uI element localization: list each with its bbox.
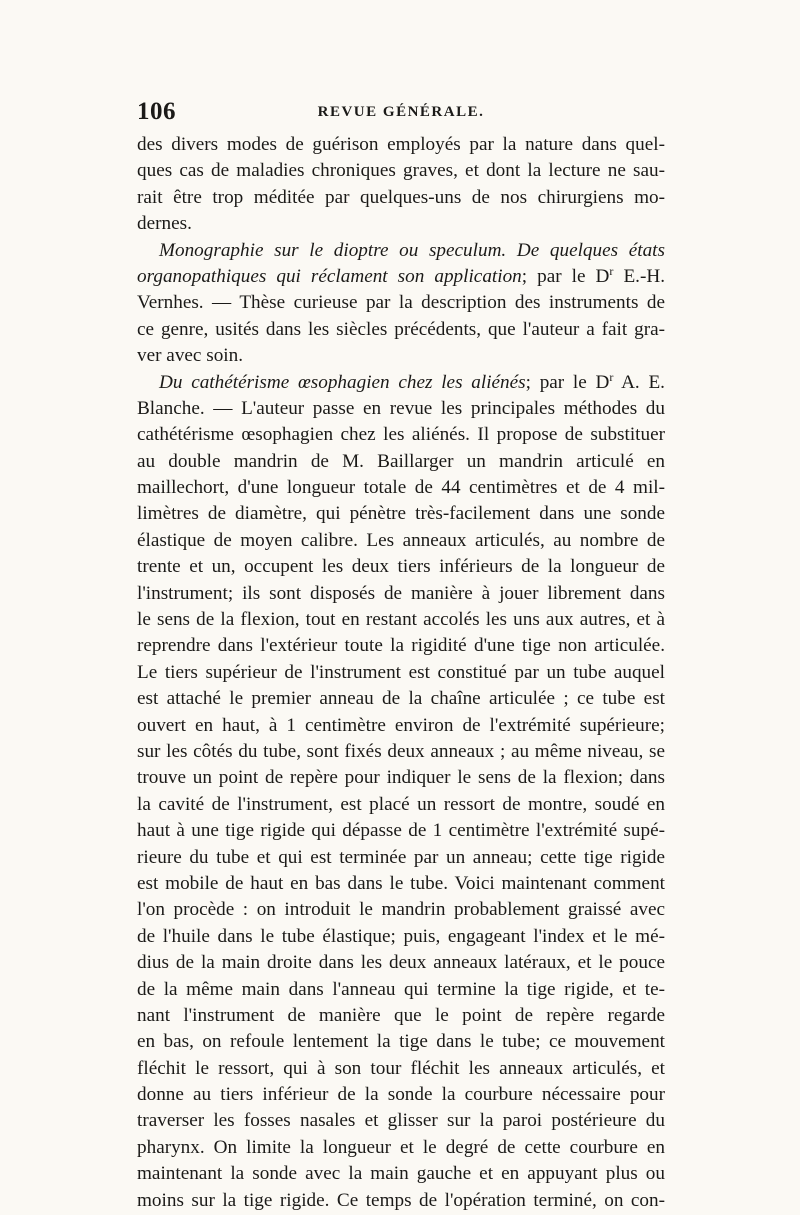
text-segment: reprendre dans l'extérieur toute la rigidité d'une tige non articulée. — [137, 635, 665, 657]
text-segment: rieure du tube et qui est terminée par un anneau; cette tige rigide — [137, 846, 665, 868]
text-line — [137, 1135, 665, 1161]
text-line — [137, 713, 665, 739]
text-line — [137, 290, 665, 316]
text-line — [137, 871, 665, 897]
running-head: REVUE GÉNÉRALE. — [317, 104, 485, 120]
text-line — [137, 845, 665, 871]
text-segment: haut à une tige rigide qui dépasse de 1 centimètre l'extrémité supé- — [137, 820, 665, 842]
text-line — [137, 554, 665, 580]
text-line — [137, 1082, 665, 1108]
text-line — [137, 501, 665, 527]
text-segment: est attaché le premier anneau de la chaîne articulée ; ce tube est — [137, 688, 665, 710]
text-segment: l'on procède : on introduit le mandrin probablement graissé avec — [137, 899, 665, 921]
italic-title: Monographie sur le dioptre ou speculum. De quelques états — [159, 239, 665, 261]
text-line — [137, 1029, 665, 1055]
text-segment: est mobile de haut en bas dans le tube. Voici maintenant comment — [137, 872, 665, 894]
text-segment: nant l'instrument de manière que le point de repère regarde — [137, 1004, 665, 1026]
text-segment: trouve un point de repère pour indiquer le sens de la flexion; dans — [137, 767, 665, 789]
text-line — [137, 1188, 665, 1214]
text-line — [137, 132, 665, 158]
text-segment: dernes. — [137, 213, 192, 235]
text-segment: traverser les fosses nasales et glisser sur la paroi postérieure du — [137, 1110, 665, 1132]
text-line — [137, 633, 665, 659]
text-line — [137, 449, 665, 475]
text-line — [137, 924, 665, 950]
text-segment: la cavité de l'instrument, est placé un ressort de montre, soudé en — [137, 793, 665, 815]
text-segment: donne au tiers inférieur de la sonde la courbure nécessaire pour — [137, 1084, 665, 1106]
text-line — [137, 238, 665, 264]
text-line — [137, 607, 665, 633]
text-line — [137, 475, 665, 501]
text-segment: ; par le D — [525, 371, 610, 393]
text-segment: Vernhes. — Thèse curieuse par la description des instruments de — [137, 292, 665, 314]
text-line — [137, 686, 665, 712]
text-segment: trente et un, occupent les deux tiers inférieurs de la longueur de — [137, 556, 665, 578]
text-segment: en bas, on refoule lentement la tige dans le tube; ce mouvement — [137, 1031, 665, 1053]
text-segment: de la même main dans l'anneau qui termine la tige rigide, et te- — [137, 978, 665, 1000]
text-segment: des divers modes de guérison employés par la nature dans quel- — [137, 134, 665, 155]
text-segment: dius de la main droite dans les deux anneaux latéraux, et le pouce — [137, 952, 665, 974]
italic-title: organopathiques qui réclament son application — [137, 265, 522, 287]
text-segment: ; par le D — [521, 265, 610, 287]
text-segment: fléchit le ressort, qui à son tour fléchit les anneaux articulés, et — [137, 1057, 665, 1079]
text-line — [137, 1161, 665, 1187]
text-segment: élastique de moyen calibre. Les anneaux articulés, au nombre de — [137, 529, 665, 551]
text-segment: moins sur la tige rigide. Ce temps de l'opération terminé, on con- — [137, 1189, 665, 1211]
text-line — [137, 370, 665, 396]
italic-title: Du cathétérisme œsophagien chez les aliénés — [159, 371, 526, 393]
page-number: 106 — [137, 98, 176, 125]
text-segment: le sens de la flexion, tout en restant accolés les uns aux autres, et à — [137, 609, 665, 631]
superscript: r — [609, 263, 614, 278]
text-line — [137, 317, 665, 343]
text-segment: maillechort, d'une longueur totale de 44 centimètres et de 4 mil- — [137, 477, 665, 499]
text-segment: Blanche. — L'auteur passe en revue les principales méthodes du — [137, 397, 665, 419]
text-line — [137, 660, 665, 686]
text-segment: ver avec soin. — [137, 345, 244, 367]
text-line — [137, 528, 665, 554]
text-segment: ce genre, usités dans les siècles précédents, que l'auteur a fait gra- — [137, 318, 665, 340]
text-line — [137, 185, 665, 211]
text-segment: cathétérisme œsophagien chez les aliénés. Il propose de substituer — [137, 424, 665, 446]
text-segment: rait être trop méditée par quelques-uns de nos chirurgiens mo- — [137, 186, 665, 208]
text-segment: ques cas de maladies chroniques graves, et dont la lecture ne sau- — [137, 160, 665, 182]
text-segment: de l'huile dans le tube élastique; puis, engageant l'index et le mé- — [137, 925, 665, 947]
text-line — [137, 1003, 665, 1029]
text-segment: A. E. — [613, 371, 665, 393]
text-segment: limètres de diamètre, qui pénètre très-facilement dans une sonde — [137, 503, 665, 525]
superscript: r — [609, 369, 614, 384]
text-line — [137, 818, 665, 844]
body-text — [137, 132, 665, 1214]
text-line — [137, 158, 665, 184]
text-segment: l'instrument; ils sont disposés de manière à jouer librement dans — [137, 582, 665, 604]
text-segment: E.-H. — [613, 265, 665, 287]
text-line — [137, 765, 665, 791]
text-line — [137, 792, 665, 818]
text-segment: maintenant la sonde avec la main gauche et en appuyant plus ou — [137, 1163, 665, 1185]
text-line — [137, 897, 665, 923]
page-header — [137, 98, 665, 128]
text-line — [137, 977, 665, 1003]
text-line — [137, 1056, 665, 1082]
text-line — [137, 211, 665, 237]
text-line — [137, 343, 665, 369]
text-line — [137, 739, 665, 765]
text-line — [137, 396, 665, 422]
text-segment: pharynx. On limite la longueur et le degré de cette courbure en — [137, 1136, 665, 1158]
text-line — [137, 581, 665, 607]
text-line — [137, 1108, 665, 1134]
text-segment: sur les côtés du tube, sont fixés deux anneaux ; au même niveau, se — [137, 740, 665, 762]
text-line — [137, 950, 665, 976]
text-line — [137, 422, 665, 448]
text-segment: Le tiers supérieur de l'instrument est constitué par un tube auquel — [137, 661, 665, 683]
text-segment: au double mandrin de M. Baillarger un mandrin articulé en — [137, 450, 665, 472]
text-line — [137, 264, 665, 290]
text-segment: ouvert en haut, à 1 centimètre environ de l'extrémité supérieure; — [137, 714, 665, 736]
